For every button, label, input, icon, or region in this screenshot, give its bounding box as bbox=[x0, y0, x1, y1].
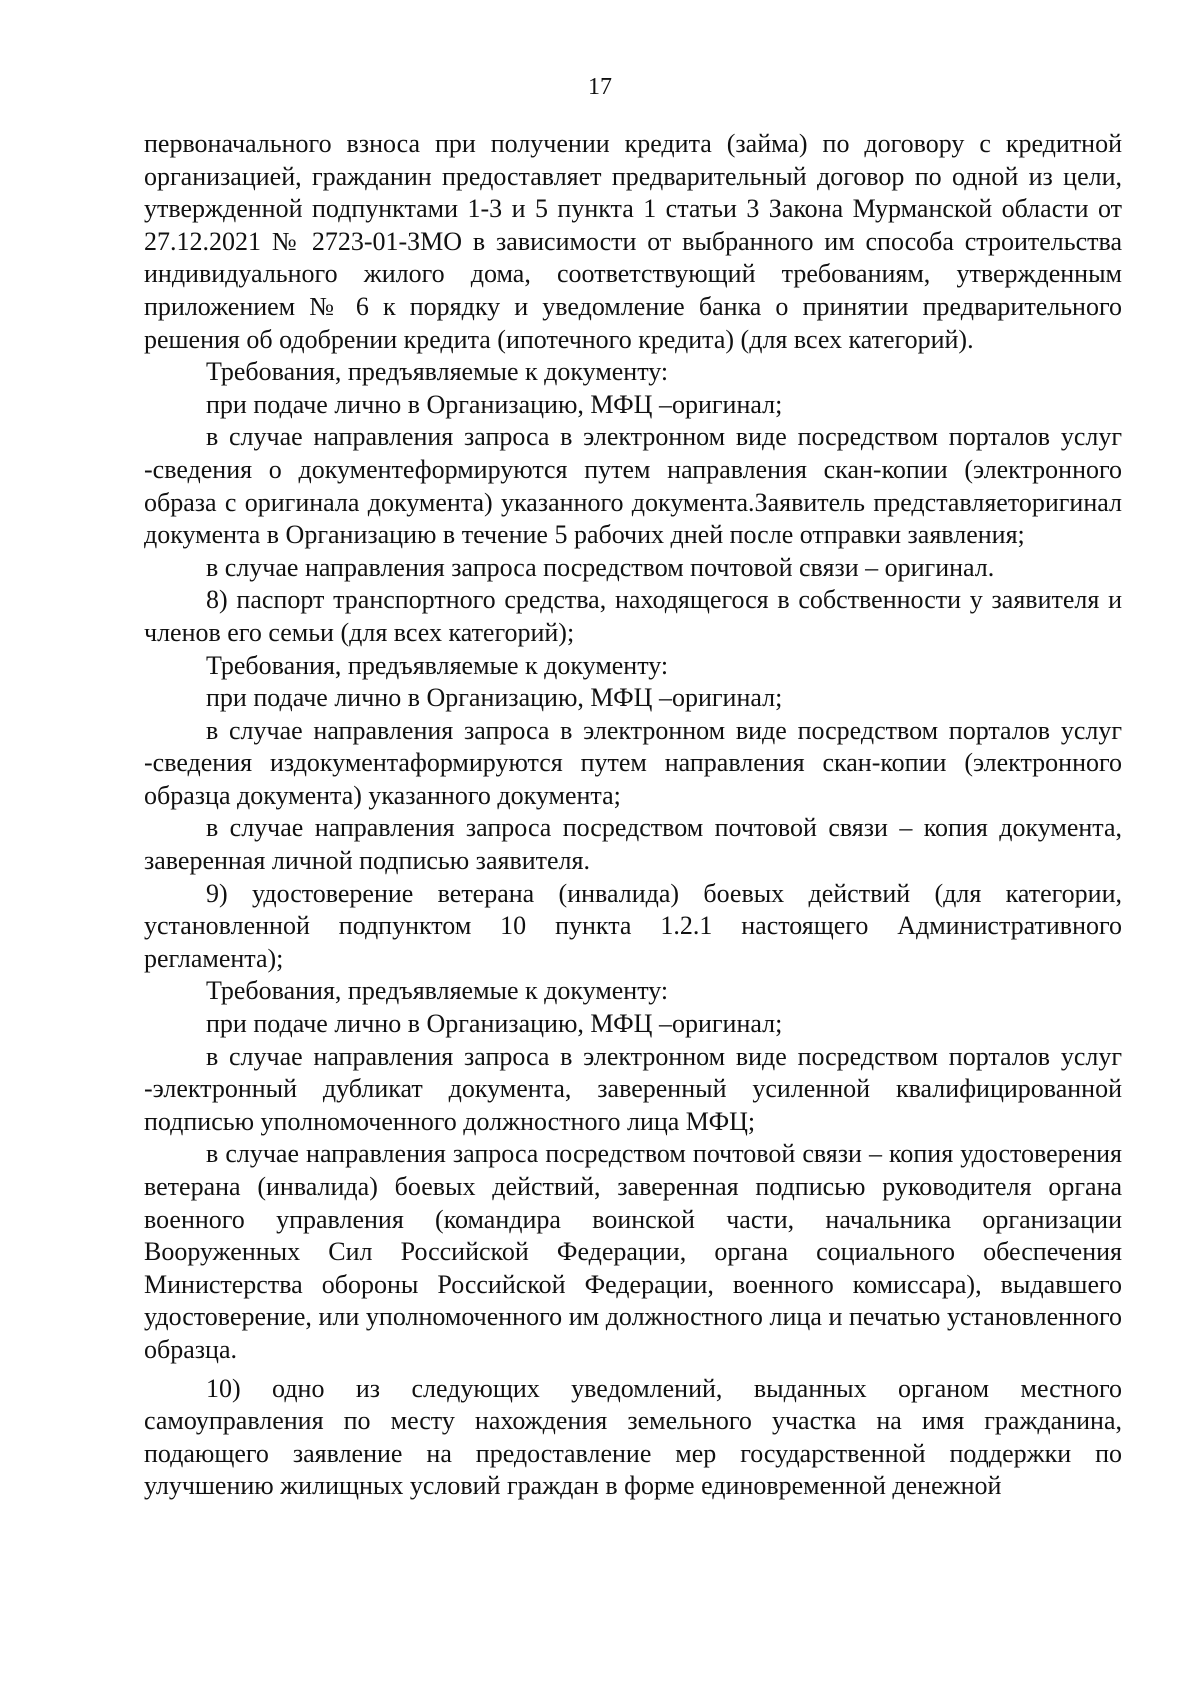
paragraph-postal: в случае направления запроса посредством почтовой связи – копия удостоверения ветерана (инвалида) боевых действий, заверенная подписью руководителя органа военного управления (командира воинской части, начальника организации Вооруженных Сил Российской Федерации, органа социального обеспечения Министерства обороны Российской Федерации, военного комиссара), выдавшего удостоверение, или уполномоченного им должностного лица и печатью установленного образца. bbox=[144, 1139, 1122, 1364]
paragraph-postal: в случае направления запроса посредством почтовой связи – оригинал. bbox=[206, 552, 995, 582]
paragraph-continuation: первоначального взноса при получении кредита (займа) по договору с кредитной организацией, гражданин предоставляет предварительный договор по одной из цели, утвержденной подпунктами 1-3 и 5 пункта 1 статьи 3 Закона Мурманской области от 27.12.2021 № 2723-01-ЗМО в зависимости от выбранного им способа строительства индивидуального жилого дома, соответствующий требованиям, утвержденным приложением № 6 к порядку и уведомление банка о принятии предварительного решения об одобрении кредита (ипотечного кредита) (для всех категорий). bbox=[144, 129, 1122, 354]
paragraph-requirements-heading: Требования, предъявляемые к документу: bbox=[206, 650, 669, 680]
paragraph-in-person: при подаче лично в Организацию, МФЦ –оригинал; bbox=[206, 1009, 783, 1039]
paragraph-postal: в случае направления запроса посредством почтовой связи – копия документа, заверенная личной подписью заявителя. bbox=[144, 813, 1122, 876]
paragraph-requirements-heading: Требования, предъявляемые к документу: bbox=[206, 976, 669, 1006]
paragraph-electronic: в случае направления запроса в электронном виде посредством порталов услуг -сведения о документеформируются путем направления скан-копии (электронного образа с оригинала документа) указанного документа.Заявитель представляеторигинал документа в Организацию в течение 5 рабочих дней после отправки заявления; bbox=[144, 422, 1122, 550]
paragraph-in-person: при подаче лично в Организацию, МФЦ –оригинал; bbox=[206, 683, 783, 713]
paragraph-item-10: 10) одно из следующих уведомлений, выданных органом местного самоуправления по месту нахождения земельного участка на имя гражданина, подающего заявление на предоставление мер государственной поддержки по улучшению жилищных условий граждан в форме единовременной денежной bbox=[144, 1373, 1122, 1501]
paragraph-in-person: при подаче лично в Организацию, МФЦ –оригинал; bbox=[206, 389, 783, 419]
paragraph-electronic: в случае направления запроса в электронном виде посредством порталов услуг -электронный дубликат документа, заверенный усиленной квалифицированной подписью уполномоченного должностного лица МФЦ; bbox=[144, 1041, 1122, 1136]
document-body bbox=[144, 128, 1122, 1503]
page-number: 17 bbox=[588, 74, 612, 100]
paragraph-requirements-heading: Требования, предъявляемые к документу: bbox=[206, 357, 669, 387]
paragraph-item-8: 8) паспорт транспортного средства, находящегося в собственности у заявителя и членов его семьи (для всех категорий); bbox=[144, 585, 1122, 647]
paragraph-electronic: в случае направления запроса в электронном виде посредством порталов услуг -сведения издокументаформируются путем направления скан-копии (электронного образца документа) указанного документа; bbox=[144, 715, 1122, 810]
paragraph-item-9: 9) удостоверение ветерана (инвалида) боевых действий (для категории, установленной подпунктом 10 пункта 1.2.1 настоящего Административного регламента); bbox=[144, 878, 1122, 973]
